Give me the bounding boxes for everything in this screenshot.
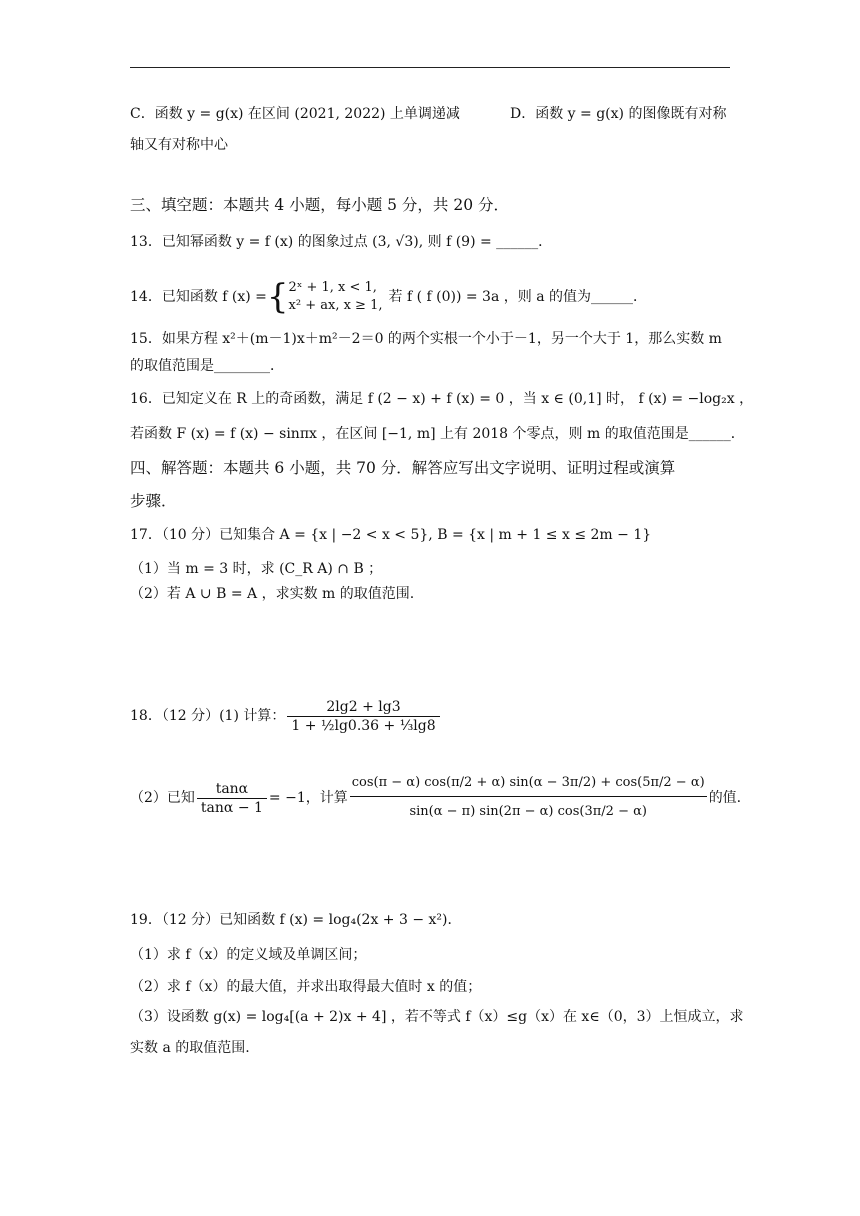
question-17: 17．（10 分）已知集合 A = {x | −2 < x < 5}, B = {x | m + 1 ≤ x ≤ 2m − 1} bbox=[130, 527, 652, 543]
question-19-part-3-continued: 实数 a 的取值范围. bbox=[130, 1040, 250, 1056]
q14-prefix: 14．已知函数 f (x) = bbox=[130, 289, 267, 305]
q18-fraction bbox=[287, 698, 439, 735]
q14-brace: { bbox=[266, 277, 289, 317]
q14-cases bbox=[289, 279, 383, 315]
q18-2-main-denominator: sin(α − π) sin(2π − α) cos(3π/2 − α) bbox=[409, 803, 647, 819]
choice-d: D．函数 y = g(x) 的图像既有对称 bbox=[510, 106, 727, 122]
question-17-part-2: （2）若 A ∪ B = A ，求实数 m 的取值范围. bbox=[130, 586, 415, 602]
question-13: 13．已知幂函数 y = f (x) 的图象过点 (3, √3), 则 f (9) = ______． bbox=[130, 234, 553, 250]
q18-2-given-numerator: tanα bbox=[197, 780, 267, 799]
q18-numerator: 2lg2 + lg3 bbox=[287, 698, 439, 717]
question-18-part-1 bbox=[130, 688, 442, 744]
question-15-line-2: 的取值范围是________． bbox=[130, 358, 284, 374]
section-4-heading-line-2: 步骤． bbox=[130, 492, 177, 510]
q18-2-given-denominator: tanα − 1 bbox=[200, 799, 263, 816]
header-rule bbox=[130, 67, 730, 68]
q18-2-suffix: 的值. bbox=[708, 790, 742, 806]
question-19-part-3: （3）设函数 g(x) = log₄[(a + 2)x + 4] ，若不等式 f（x）≤g（x）在 x∈（0，3）上恒成立，求 bbox=[130, 1009, 744, 1025]
question-15-line-1: 15．如果方程 x²＋(m－1)x＋m²－2＝0 的两个实根一个小于－1，另一个大于 1，那么实数 m bbox=[130, 331, 722, 347]
question-19-part-2: （2）求 f（x）的最大值，并求出取得最大值时 x 的值； bbox=[130, 979, 482, 995]
question-14 bbox=[130, 272, 647, 322]
q18-2-mid: = −1，计算 bbox=[268, 790, 348, 806]
choice-d-continued: 轴又有对称中心 bbox=[130, 137, 228, 153]
q14-suffix: 若 f ( f (0)) = 3a ，则 a 的值为______． bbox=[388, 289, 648, 305]
q18-2-given-fraction bbox=[197, 780, 267, 817]
q14-case-2: x² + ax, x ≥ 1, bbox=[288, 298, 383, 313]
question-16-line-1: 16．已知定义在 R 上的奇函数，满足 f (2 − x) + f (x) = 0 ，当 x ∈ (0,1] 时， f (x) = −log₂x ， bbox=[130, 391, 754, 407]
question-19: 19．（12 分）已知函数 f (x) = log₄(2x + 3 − x²)． bbox=[130, 912, 462, 928]
q18-label: 18．（12 分）(1) 计算： bbox=[130, 708, 286, 724]
question-16-line-2: 若函数 F (x) = f (x) − sinπx ，在区间 [−1, m] 上有 2018 个零点，则 m 的取值范围是______． bbox=[130, 426, 745, 442]
q18-2-main-numerator: cos(π − α) cos(π/2 + α) sin(α − 3π/2) + cos(5π/2 − α) bbox=[350, 770, 707, 797]
q18-2-prefix: （2）已知 bbox=[130, 790, 195, 806]
q18-2-main-fraction bbox=[350, 770, 707, 827]
question-18-part-2 bbox=[130, 758, 741, 838]
choice-c: C．函数 y = g(x) 在区间 (2021, 2022) 上单调递减 bbox=[130, 106, 460, 122]
q18-denominator: 1 + ½lg0.36 + ⅓lg8 bbox=[291, 717, 436, 734]
q14-case-1: 2ˣ + 1, x < 1, bbox=[288, 280, 377, 295]
question-19-part-1: （1）求 f（x）的定义域及单调区间； bbox=[130, 947, 367, 963]
section-3-heading: 三、填空题：本题共 4 小题，每小题 5 分，共 20 分． bbox=[130, 196, 510, 214]
question-17-part-1: （1）当 m = 3 时，求 (C_R A) ∩ B ； bbox=[130, 561, 383, 577]
section-4-heading-line-1: 四、解答题：本题共 6 小题，共 70 分．解答应写出文字说明、证明过程或演算 bbox=[130, 459, 676, 477]
